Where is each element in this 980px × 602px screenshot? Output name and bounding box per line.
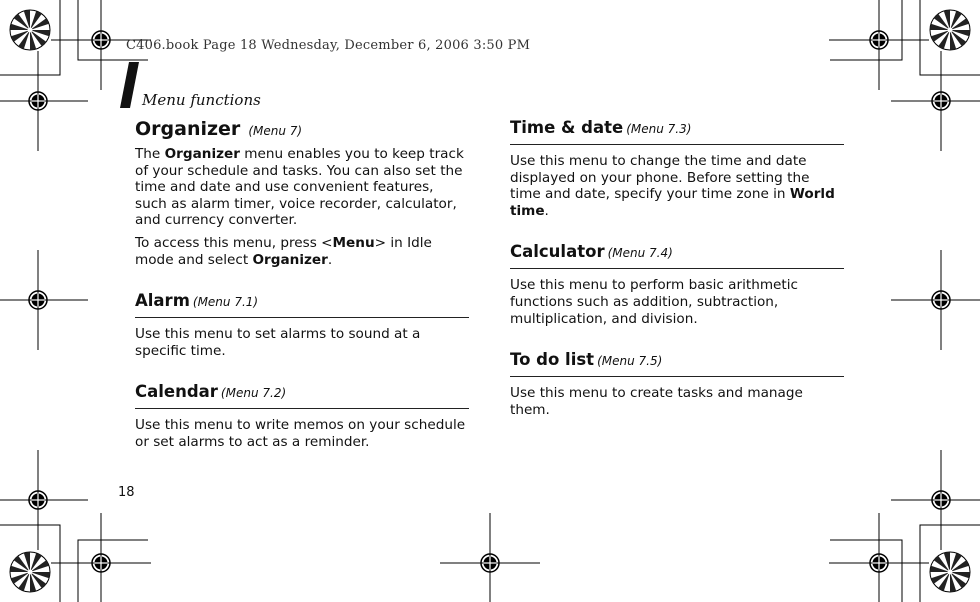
time-date-body: Use this menu to change the time and date displayed on your phone. Before setting the time and date, specify your time zone in World time. [510, 153, 835, 219]
alarm-body: Use this menu to set alarms to sound at a specific time. [135, 326, 421, 359]
calculator-heading: Calculator (Menu 7.4) [510, 242, 844, 269]
calendar-heading: Calendar (Menu 7.2) [135, 382, 469, 409]
organizer-title: Organizer [135, 118, 241, 140]
todo-heading: To do list (Menu 7.5) [510, 350, 844, 377]
calculator-body: Use this menu to perform basic arithmetic functions such as addition, subtraction, multiplication, and division. [510, 277, 799, 327]
organizer-access: To access this menu, press <Menu> in Idle mode and select Organizer. [135, 234, 432, 268]
time-date-heading: Time & date (Menu 7.3) [510, 118, 844, 145]
organizer-heading [135, 118, 469, 140]
right-column [510, 118, 844, 418]
organizer-intro: The Organizer menu enables you to keep track of your schedule and tasks. You can also set the time and date and use convenient features, such as alarm timer, voice recorder, calculator, and currency converter. [135, 146, 464, 229]
alarm-heading: Alarm (Menu 7.1) [135, 291, 469, 318]
page-number: 18 [118, 485, 135, 500]
section-label: Menu functions [142, 91, 261, 109]
left-column [135, 118, 469, 451]
calendar-body: Use this menu to write memos on your schedule or set alarms to act as a reminder. [135, 417, 466, 450]
todo-body: Use this menu to create tasks and manage them. [510, 385, 803, 418]
print-header: C406.book Page 18 Wednesday, December 6, 2006 3:50 PM [126, 38, 531, 53]
organizer-menu-ref: (Menu 7) [248, 124, 303, 138]
